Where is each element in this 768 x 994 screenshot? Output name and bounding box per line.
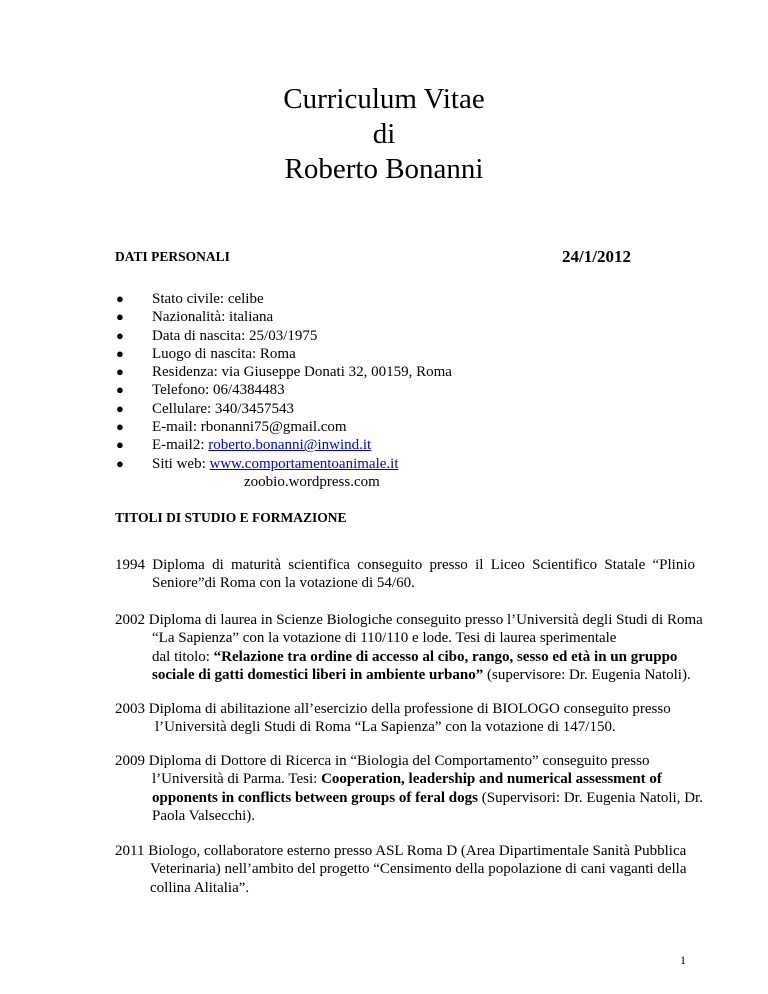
entry-year: 2009 (115, 753, 145, 769)
education-entry-1994 (115, 556, 695, 593)
list-item: ● Cellulare: 340/3457543 (116, 400, 295, 417)
education-entry-2009: 2009 Diploma di Dottore di Ricerca in “Biologia del Comportamento” conseguito presso l’Università di Parma. Tesi: Cooperation, leadership and numerical assessment of opponents in conflicts between groups of feral dogs (Supervisori: Dr. Eugenia Natoli, Dr. Paola Valsecchi). (115, 753, 703, 824)
entry-year: 2003 (115, 701, 145, 717)
bullet-icon: ● (116, 345, 124, 361)
education-entry-2002: 2002 Diploma di laurea in Scienze Biologiche conseguito presso l’Università degli Studi di Roma “La Sapienza” con la votazione di 110/110 e lode. Tesi di laurea sperimentale dal titolo: “Relazione tra ordine di accesso al cibo, rango, sesso ed età in un gruppo sociale di gatti domestici liberi in ambiente urbano” (supervisore: Dr. Eugenia Natoli). (115, 612, 703, 683)
bullet-icon: ● (116, 382, 124, 398)
list-item: ● Data di nascita: 25/03/1975 (116, 327, 318, 344)
entry-text: Diploma di maturità scientifica conseguito presso il Liceo Scientifico Statale “Plinio Seniore”di Roma con la votazione di 54/60. (152, 557, 696, 592)
list-item: ● Siti web: www.comportamentoanimale.it (116, 455, 399, 472)
bullet-icon: ● (116, 309, 124, 325)
entry-year: 2011 (115, 843, 145, 859)
personal-data-heading: DATI PERSONALI (115, 249, 230, 264)
bullet-icon: ● (116, 419, 124, 435)
list-item: ● E-mail2: roberto.bonanni@inwind.it (116, 437, 372, 454)
entry-year: 1994 (115, 557, 145, 573)
bullet-icon: ● (116, 364, 124, 380)
entry-year: 2002 (115, 612, 145, 628)
title-line-3: Roberto Bonanni (284, 153, 484, 185)
website-link[interactable]: www.comportamentoanimale.it (209, 455, 399, 472)
email2-link[interactable]: roberto.bonanni@inwind.it (208, 437, 372, 454)
list-item: ● Telefono: 06/4384483 (116, 382, 285, 399)
education-heading: TITOLI DI STUDIO E FORMAZIONE (115, 510, 347, 525)
education-entry-2003: 2003 Diploma di abilitazione all’esercizio della professione di BIOLOGO conseguito presso l’Università degli Studi di Roma “La Sapienza” con la votazione di 147/150. (115, 701, 671, 736)
bullet-icon: ● (116, 327, 124, 343)
list-item: ● Residenza: via Giuseppe Donati 32, 00159, Roma (116, 364, 452, 381)
list-item: ● Luogo di nascita: Roma (116, 345, 296, 362)
bullet-icon: ● (116, 455, 124, 471)
list-item: ● E-mail: rbonanni75@gmail.com (116, 419, 347, 436)
personal-info-list (115, 290, 452, 491)
document-title (0, 82, 768, 187)
title-line-1: Curriculum Vitae (283, 83, 485, 115)
bullet-icon: ● (116, 291, 124, 306)
document-date: 24/1/2012 (562, 247, 631, 266)
list-item: ● Nazionalità: italiana (116, 309, 274, 326)
page-number: 1 (680, 953, 686, 967)
list-item (115, 473, 452, 491)
list-item: ● Stato civile: celibe (116, 291, 264, 307)
bullet-icon: ● (116, 400, 124, 416)
bullet-icon: ● (116, 437, 124, 453)
website-2-text: zoobio.wordpress.com (244, 473, 380, 490)
education-entry-2011: 2011 Biologo, collaboratore esterno presso ASL Roma D (Area Dipartimentale Sanità Pubblica Veterinaria) nell’ambito del progetto “Censimento della popolazione di cani vaganti della collina Alitalia”. (115, 843, 687, 896)
title-line-2: di (372, 118, 396, 150)
